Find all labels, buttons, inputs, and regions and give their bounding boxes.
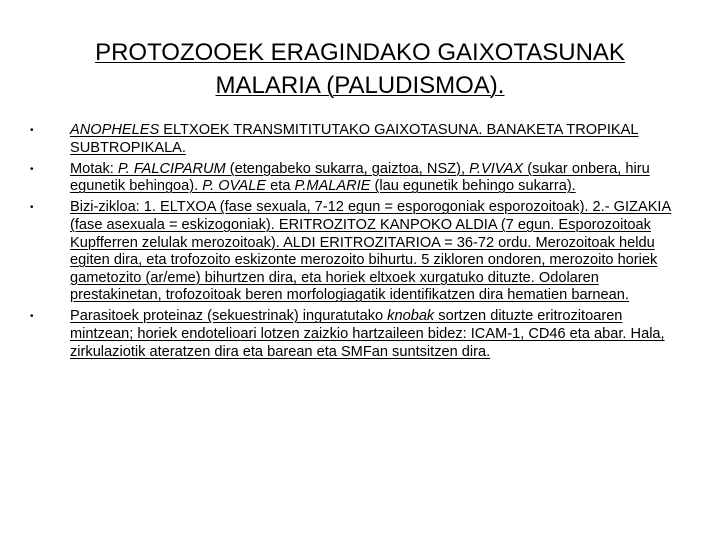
bullet-text (70, 161, 650, 195)
text-segment: eta (266, 178, 295, 195)
italic-term: ANOPHELES (70, 122, 160, 138)
text-segment: (etengabeko sukarra, gaiztoa, NSZ), (225, 160, 470, 177)
text-segment: Motak: (70, 160, 118, 177)
slide-title (30, 36, 690, 102)
italic-term: P. FALCIPARUM (117, 160, 226, 177)
text-segment: sortzen dituzte eritrozitoaren mintzean; horiek endotelioari lotzen zaizkio hartzaileen bidez: ICAM-1, CD46 eta abar. Hala, zirkulaziotik ateratzen dira eta barean eta SMFan suntsitzen dira. (70, 308, 665, 360)
italic-term: P. OVALE (202, 178, 267, 195)
italic-term: knobak (387, 308, 435, 325)
bullet-text (70, 199, 671, 303)
bullet-dot: • (30, 125, 34, 136)
text-segment: (sukar onbera, hiru egunetik behingoa). (70, 160, 650, 195)
bullet-dot: • (30, 311, 34, 323)
bullet-item (30, 308, 688, 361)
bullet-text (70, 122, 638, 156)
bullet-text (70, 308, 665, 359)
italic-term: P.MALARIE (294, 178, 371, 195)
title-line-2: MALARIA (PALUDISMOA). (215, 72, 505, 99)
bullet-item (30, 160, 688, 196)
bullet-dot: • (30, 163, 34, 175)
bullet-dot: • (30, 202, 34, 214)
text-segment: (lau egunetik behingo sukarra). (370, 178, 576, 195)
bullet-item (30, 122, 688, 157)
text-segment: Parasitoek proteinaz (sekuestrinak) inguratutako (70, 308, 388, 325)
title-line-1: PROTOZOOEK ERAGINDAKO GAIXOTASUNAK (95, 39, 625, 66)
italic-term: P.VIVAX (469, 160, 524, 177)
text-segment: ELTXOEK TRANSMITITUTAKO GAIXOTASUNA. BANAKETA TROPIKAL SUBTROPIKALA. (70, 122, 639, 156)
text-segment: Bizi-zikloa: 1. ELTXOA (fase sexuala, 7-12 egun = esporogoniak esporozoitoak). 2.- GIZAKIA (fase asexuala = eskizogoniak). ERITROZITOZ KANPOKO ALDIA (7 egun. Esporozoitoak Kupfferren zelulak merozoitoak). ALDI ERITROZITARIOA = 36-72 ordu. Merozoitoak heldu egiten dira, eta trofozoito eskizonte merozoito bihurtu. 5 zikloren ondoren, merozoito horiek gametozito (ar/eme) bihurtzen dira, eta horiek eltxoek xurgatuko dituzte. Odolaren prestakinetan, trofozoitoak beren morfologiagatik identifikatzen dira hematien barnean. (70, 199, 672, 304)
bullet-item (30, 199, 688, 305)
bullet-list (30, 122, 688, 365)
